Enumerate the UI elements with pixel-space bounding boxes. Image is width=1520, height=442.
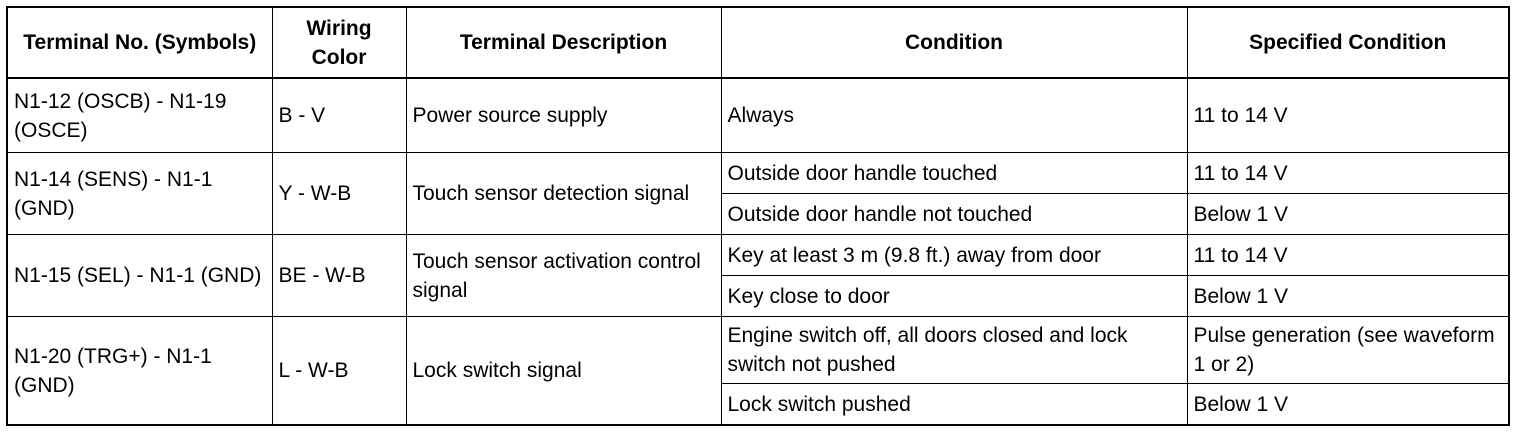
terminal-cell: N1-12 (OSCB) - N1-19 (OSCE) (7, 78, 272, 153)
condition-cell: Outside door handle not touched (721, 194, 1187, 235)
header-row (7, 7, 1509, 78)
header-condition: Condition (721, 7, 1187, 78)
condition-cell: Always (721, 78, 1187, 153)
wiring-color-cell: Y - W-B (272, 153, 406, 235)
table-row (7, 235, 1509, 276)
condition-cell: Key at least 3 m (9.8 ft.) away from door (721, 235, 1187, 276)
wiring-color-cell: L - W-B (272, 317, 406, 426)
terminal-cell: N1-20 (TRG+) - N1-1 (GND) (7, 317, 272, 426)
description-cell: Touch sensor detection signal (406, 153, 721, 235)
wiring-color-cell: BE - W-B (272, 235, 406, 317)
specified-condition-cell: 11 to 14 V (1187, 153, 1509, 194)
header-wiring-color: Wiring Color (272, 7, 406, 78)
description-cell: Lock switch signal (406, 317, 721, 426)
condition-cell: Key close to door (721, 276, 1187, 317)
table-row (7, 317, 1509, 384)
condition-cell: Outside door handle touched (721, 153, 1187, 194)
header-terminal-description: Terminal Description (406, 7, 721, 78)
specified-condition-cell: Pulse generation (see waveform 1 or 2) (1187, 317, 1509, 384)
condition-cell: Engine switch off, all doors closed and lock switch not pushed (721, 317, 1187, 384)
terminal-spec-table-frame (6, 6, 1510, 426)
specified-condition-cell: Below 1 V (1187, 276, 1509, 317)
specified-condition-cell: 11 to 14 V (1187, 78, 1509, 153)
condition-cell: Lock switch pushed (721, 384, 1187, 426)
description-cell: Power source supply (406, 78, 721, 153)
table-row (7, 153, 1509, 194)
description-cell: Touch sensor activation control signal (406, 235, 721, 317)
specified-condition-cell: 11 to 14 V (1187, 235, 1509, 276)
header-specified-condition: Specified Condition (1187, 7, 1509, 78)
table-row (7, 78, 1509, 153)
specified-condition-cell: Below 1 V (1187, 194, 1509, 235)
wiring-color-cell: B - V (272, 78, 406, 153)
specified-condition-cell: Below 1 V (1187, 384, 1509, 426)
terminal-cell: N1-15 (SEL) - N1-1 (GND) (7, 235, 272, 317)
header-terminal: Terminal No. (Symbols) (7, 7, 272, 78)
terminal-cell: N1-14 (SENS) - N1-1 (GND) (7, 153, 272, 235)
terminal-spec-table (6, 6, 1510, 426)
